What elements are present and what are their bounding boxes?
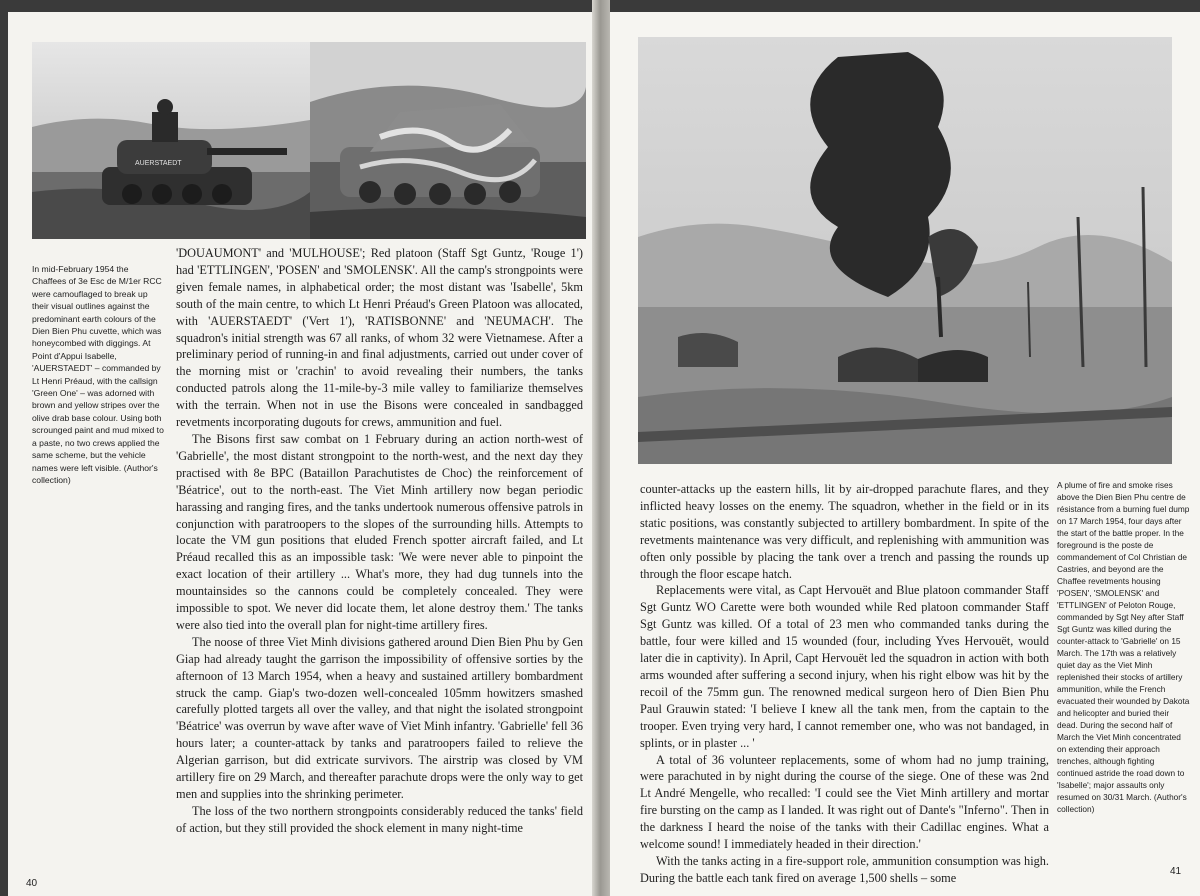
right-page bbox=[610, 12, 1200, 896]
book-gutter bbox=[592, 0, 610, 896]
chaffee-tank-photo-1 bbox=[32, 42, 310, 239]
paragraph: Replacements were vital, as Capt Hervouët and Blue platoon commander Staff Sgt Guntz WO Carette were both wounded while Red platoon commander Staff Sgt Guntz was killed. Of a total of 23 men who commanded tanks during the battle, four were killed and 15 wounded (four, including Yves Hervouët, would later die in captivity). In April, Capt Hervouët led the squadron in action with both arms wounded after suffering a second injury, when his right elbow was hit by the recoil of the 75mm gun. The renowned medical surgeon hero of Dien Bien Phu Paul Grauwin stated: 'I believe I knew all the tank men, from the captain to the trooper. Even trying very hard, I cannot remember one, who was not bandaged, in splints, or in plaster ... ' bbox=[640, 583, 1049, 750]
dien-bien-phu-smoke-photo bbox=[638, 37, 1172, 464]
photo-caption: In mid-February 1954 the Chaffees of 3e Esc de M/1er RCC were camouflaged to break up their visual outlines against the predominant earth colours of the Dien Bien Phu cuvette, which was honeycombed with diggings. At Point d'Appui Isabelle, 'AUERSTAEDT' – commanded by Lt Henri Préaud, with the callsign 'Green One' – was adorned with brown and yellow stripes over the olive drab base colour. Using both scrounged paint and mud mixed to a paste, no two crews applied the same scheme, but the vehicle names were left visible. (Author's collection) bbox=[32, 264, 164, 485]
paragraph: The Bisons first saw combat on 1 February during an action north-west of 'Gabrielle', the most distant strongpoint to the north-west, and the next day they practised with 8e BPC (Bataillon Parachutistes de Choc) the reinforcement of 'Béatrice', out to the north-east. The Viet Minh artillery now began periodic harassing and ranging fires, and the tanks undertook numerous offensive patrols in conjunction with paratroopers to the slopes of the surrounding hills. Attempts to locate the VM gun positions that eluded French spotter aircraft failed, and Lt Préaud recalled this as an impossible task: 'We were never able to pinpoint the exact location of their artillery ... What's more, they had dug tunnels into the mountainsides so the cannons could be completely concealed. They were impossible to spot. We never did locate them, let alone destroy them.' The tanks were also tied into the overall plan for night-time artillery fires. bbox=[176, 431, 583, 632]
body-column bbox=[640, 481, 1049, 887]
paragraph: 'DOUAUMONT' and 'MULHOUSE'; Red platoon (Staff Sgt Guntz, 'Rouge 1') had 'ETTLINGEN', 'POSEN' and 'SMOLENSK'. All the camp's strongpoints were given female names, in alphabetical order; the most distant was 'Isabelle', 5km south of the main centre, to which Lt Henri Préaud's Green Platoon was allocated, with 'AUERSTAEDT' ('Vert 1'), 'RATISBONNE' and 'NEUMACH'. The squadron's initial strength was 67 all ranks, of whom 32 were Vietnamese. After a preliminary period of running-in and final adjustments, carried out under cover of the morning mist or 'crachin' to avoid revealing their numbers, the tanks conducted patrols along the 11-mile-by-3 mile valley to familiarize themselves with the terrain. When not in use the Bisons were concealed in sandbagged revetments incorporating dugouts for crews, ammunition and fuel. bbox=[176, 246, 583, 430]
body-column bbox=[176, 245, 583, 837]
paragraph: A total of 36 volunteer replacements, some of whom had no jump training, were parachuted in by night during the course of the siege. One of these was 2nd Lt André Mengelle, who recalled: 'I could see the Viet Minh artillery and mortar fire bursting on the camp as I landed. It was right out of Dante's "Inferno". Then in the darkness I heard the noise of the tanks with their Cadillac engines. What a welcome sound! I immediately headed in their direction.' bbox=[640, 752, 1049, 852]
left-page bbox=[8, 12, 592, 896]
photo-caption: A plume of fire and smoke rises above the Dien Bien Phu centre de résistance from a burning fuel dump on 17 March 1954, four days after the start of the battle proper. In the foreground is the poste de commandement of Col Christian de Castries, and beyond are the Chaffee revetments housing 'POSEN', 'SMOLENSK' and 'ETTLINGEN' of Peloton Rouge, commanded by Sgt Ney after Staff Sgt Guntz was killed during the counter-attack to 'Gabrielle' on 15 March. The 17th was a relatively quiet day as the Viet Minh replenished their stocks of artillery ammunition, while the French evacuated their wounded by Dakota and helicopter and buried their dead. During the second half of March the Viet Minh concentrated on extending their approach trenches, although fighting continued astride the road down to 'Isabelle'; major assaults only resumed on 30/31 March. (Author's collection) bbox=[1057, 480, 1190, 814]
tank-name-marking: AUERSTAEDT bbox=[135, 160, 182, 167]
page-number: 41 bbox=[1170, 866, 1182, 877]
chaffee-tank-photo-2 bbox=[310, 42, 586, 239]
paragraph: counter-attacks up the eastern hills, lit by air-dropped parachute flares, and they inflicted heavy losses on the enemy. The squadron, whether in the field or in its static positions, was constantly subjected to artillery bombardment. In spite of the revetments maintenance was very difficult, and replenishing with ammunition was often only possible by placing the tank over a trench and passing the rounds up through the floor escape hatch. bbox=[640, 482, 1049, 581]
paragraph: The noose of three Viet Minh divisions gathered around Dien Bien Phu by Gen Giap had already taught the garrison the impossibility of offensive sorties by the afternoon of 13 March 1954, when a heavy and sustained artillery bombardment struck the camp. Giap's two-dozen well-concealed 105mm howitzers smashed carefully plotted targets all over the valley, and that night the isolated strongpoint 'Béatrice' was overrun by wave after wave of Viet Minh infantry. 'Gabrielle' fell 36 hours later; a counter-attack by tanks and paratroopers failed to relieve the Algerian garrison, but did extricate survivors. The airstrip was closed by VM artillery fire on 29 March, and thereafter parachute drops were the only way to get men and supplies into the shrinking perimeter. bbox=[176, 634, 583, 801]
paragraph: With the tanks acting in a fire-support role, ammunition consumption was high. During the battle each tank fired on average 1,500 shells – some bbox=[640, 853, 1049, 885]
paragraph: The loss of the two northern strongpoints considerably reduced the tanks' field of action, but they still provided the shock element in many night-time bbox=[176, 803, 583, 835]
page-number: 40 bbox=[26, 878, 38, 889]
